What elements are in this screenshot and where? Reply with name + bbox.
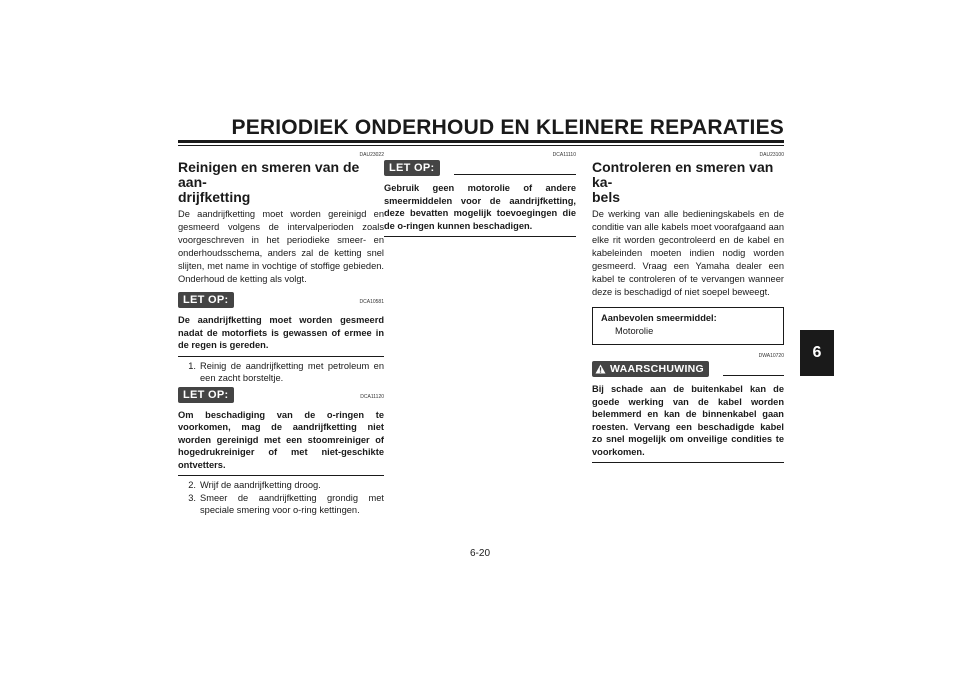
header-rule-thin <box>178 145 784 146</box>
warning-rule <box>723 375 784 376</box>
column-left <box>178 152 384 517</box>
notice-code-wrap <box>234 394 385 403</box>
list-item <box>178 492 384 517</box>
notice-badge: LET OP: <box>178 292 234 308</box>
notice-code-wrap <box>234 299 385 308</box>
notice-header <box>178 292 384 308</box>
warning-label: WAARSCHUWING <box>610 363 705 375</box>
warning-text: Bij schade aan de buitenkabel kan de goede werking van de kabel worden belemmerd en kan de binnenkabel gaan roesten. Vervang een beschadigde kabel zo snel mogelijk om onveilige condities te voorkomen. <box>592 383 784 463</box>
notice-header <box>178 387 384 403</box>
section-intro: De werking van alle bedieningskabels en de conditie van alle kabels moet voorafgaand aan elke rit worden gecontroleerd en de kabel en kabeleinden moeten indien nodig worden gesmeerd. Vraag een Yamaha dealer een kabel te controleren of te vervangen wanneer deze is beschadigd of niet soepel beweegt. <box>592 209 784 297</box>
notice-text: De aandrijfketting moet worden gesmeerd nadat de motorfiets is gewassen of ermee in de regen is gereden. <box>178 314 384 357</box>
notice-badge: LET OP: <box>384 160 440 176</box>
section-heading-line1: Reinigen en smeren van de aan- <box>178 159 360 190</box>
notice-code: DCA11110 <box>552 152 576 158</box>
lubricant-value: Motorolie <box>615 325 654 336</box>
notice-rule <box>454 174 577 175</box>
notice-code: DCA11120 <box>360 393 384 400</box>
step-number: 2. <box>188 480 196 490</box>
header-rule <box>178 140 784 143</box>
step-list <box>178 479 384 517</box>
section-heading <box>592 160 784 205</box>
notice-badge: LET OP: <box>178 387 234 403</box>
section-heading-line2: drijfketting <box>178 189 251 205</box>
list-item <box>178 360 384 385</box>
warning-header <box>592 361 784 377</box>
notice-text: Om beschadiging van de o-ringen te voorkomen, mag de aandrijfketting niet worden gereinigd met een stoomreiniger of hogedrukreiniger of met niet-geschikte ontvetters. <box>178 409 384 477</box>
notice-code: DCA10581 <box>359 299 384 305</box>
warning-code: DWA10720 <box>758 353 784 359</box>
step-text: Wrijf de aandrijfketting droog. <box>200 480 321 490</box>
warning-badge <box>592 361 709 377</box>
notice-header <box>384 160 576 176</box>
step-text: Smeer de aandrijfketting grondig met speciale smering voor o-ring kettingen. <box>200 492 384 515</box>
page-number: 6-20 <box>469 548 490 559</box>
lubricant-box <box>592 307 784 345</box>
notice-text: Gebruik geen motorolie of andere smeermiddelen voor de aandrijfketting, deze bevatten mogelijk toevoegingen die de o-ringen kunnen beschadigen. <box>384 182 576 237</box>
column-middle <box>384 152 576 237</box>
section-heading-line1: Controleren en smeren van ka- <box>592 159 774 190</box>
section-heading-line2: bels <box>592 189 621 205</box>
column-right <box>592 152 784 463</box>
section-heading <box>178 160 384 205</box>
list-item <box>178 479 384 492</box>
step-text: Reinig de aandrijfketting met petroleum en een zacht borsteltje. <box>200 360 384 383</box>
section-intro: De aandrijfketting moet worden gereinigd en gesmeerd volgens de intervalperioden zoals voorgeschreven in het periodieke smeer- en onderhoudsschema, anders zal de ketting snel slijten, met name in vochtige of stoffige gebieden. Onderhoud de ketting als volgt. <box>178 209 384 284</box>
step-list <box>178 360 384 385</box>
lubricant-label: Aanbevolen smeermiddel: <box>601 313 717 323</box>
step-number: 1. <box>188 360 196 371</box>
step-number: 3. <box>188 492 196 503</box>
section-code: DAU23100 <box>759 152 784 158</box>
chapter-tab[interactable]: 6 <box>800 330 834 376</box>
page-header-title: PERIODIEK ONDERHOUD EN KLEINERE REPARATIES <box>231 116 784 139</box>
section-code: DAU23022 <box>359 152 384 158</box>
warning-triangle-icon <box>595 364 606 374</box>
